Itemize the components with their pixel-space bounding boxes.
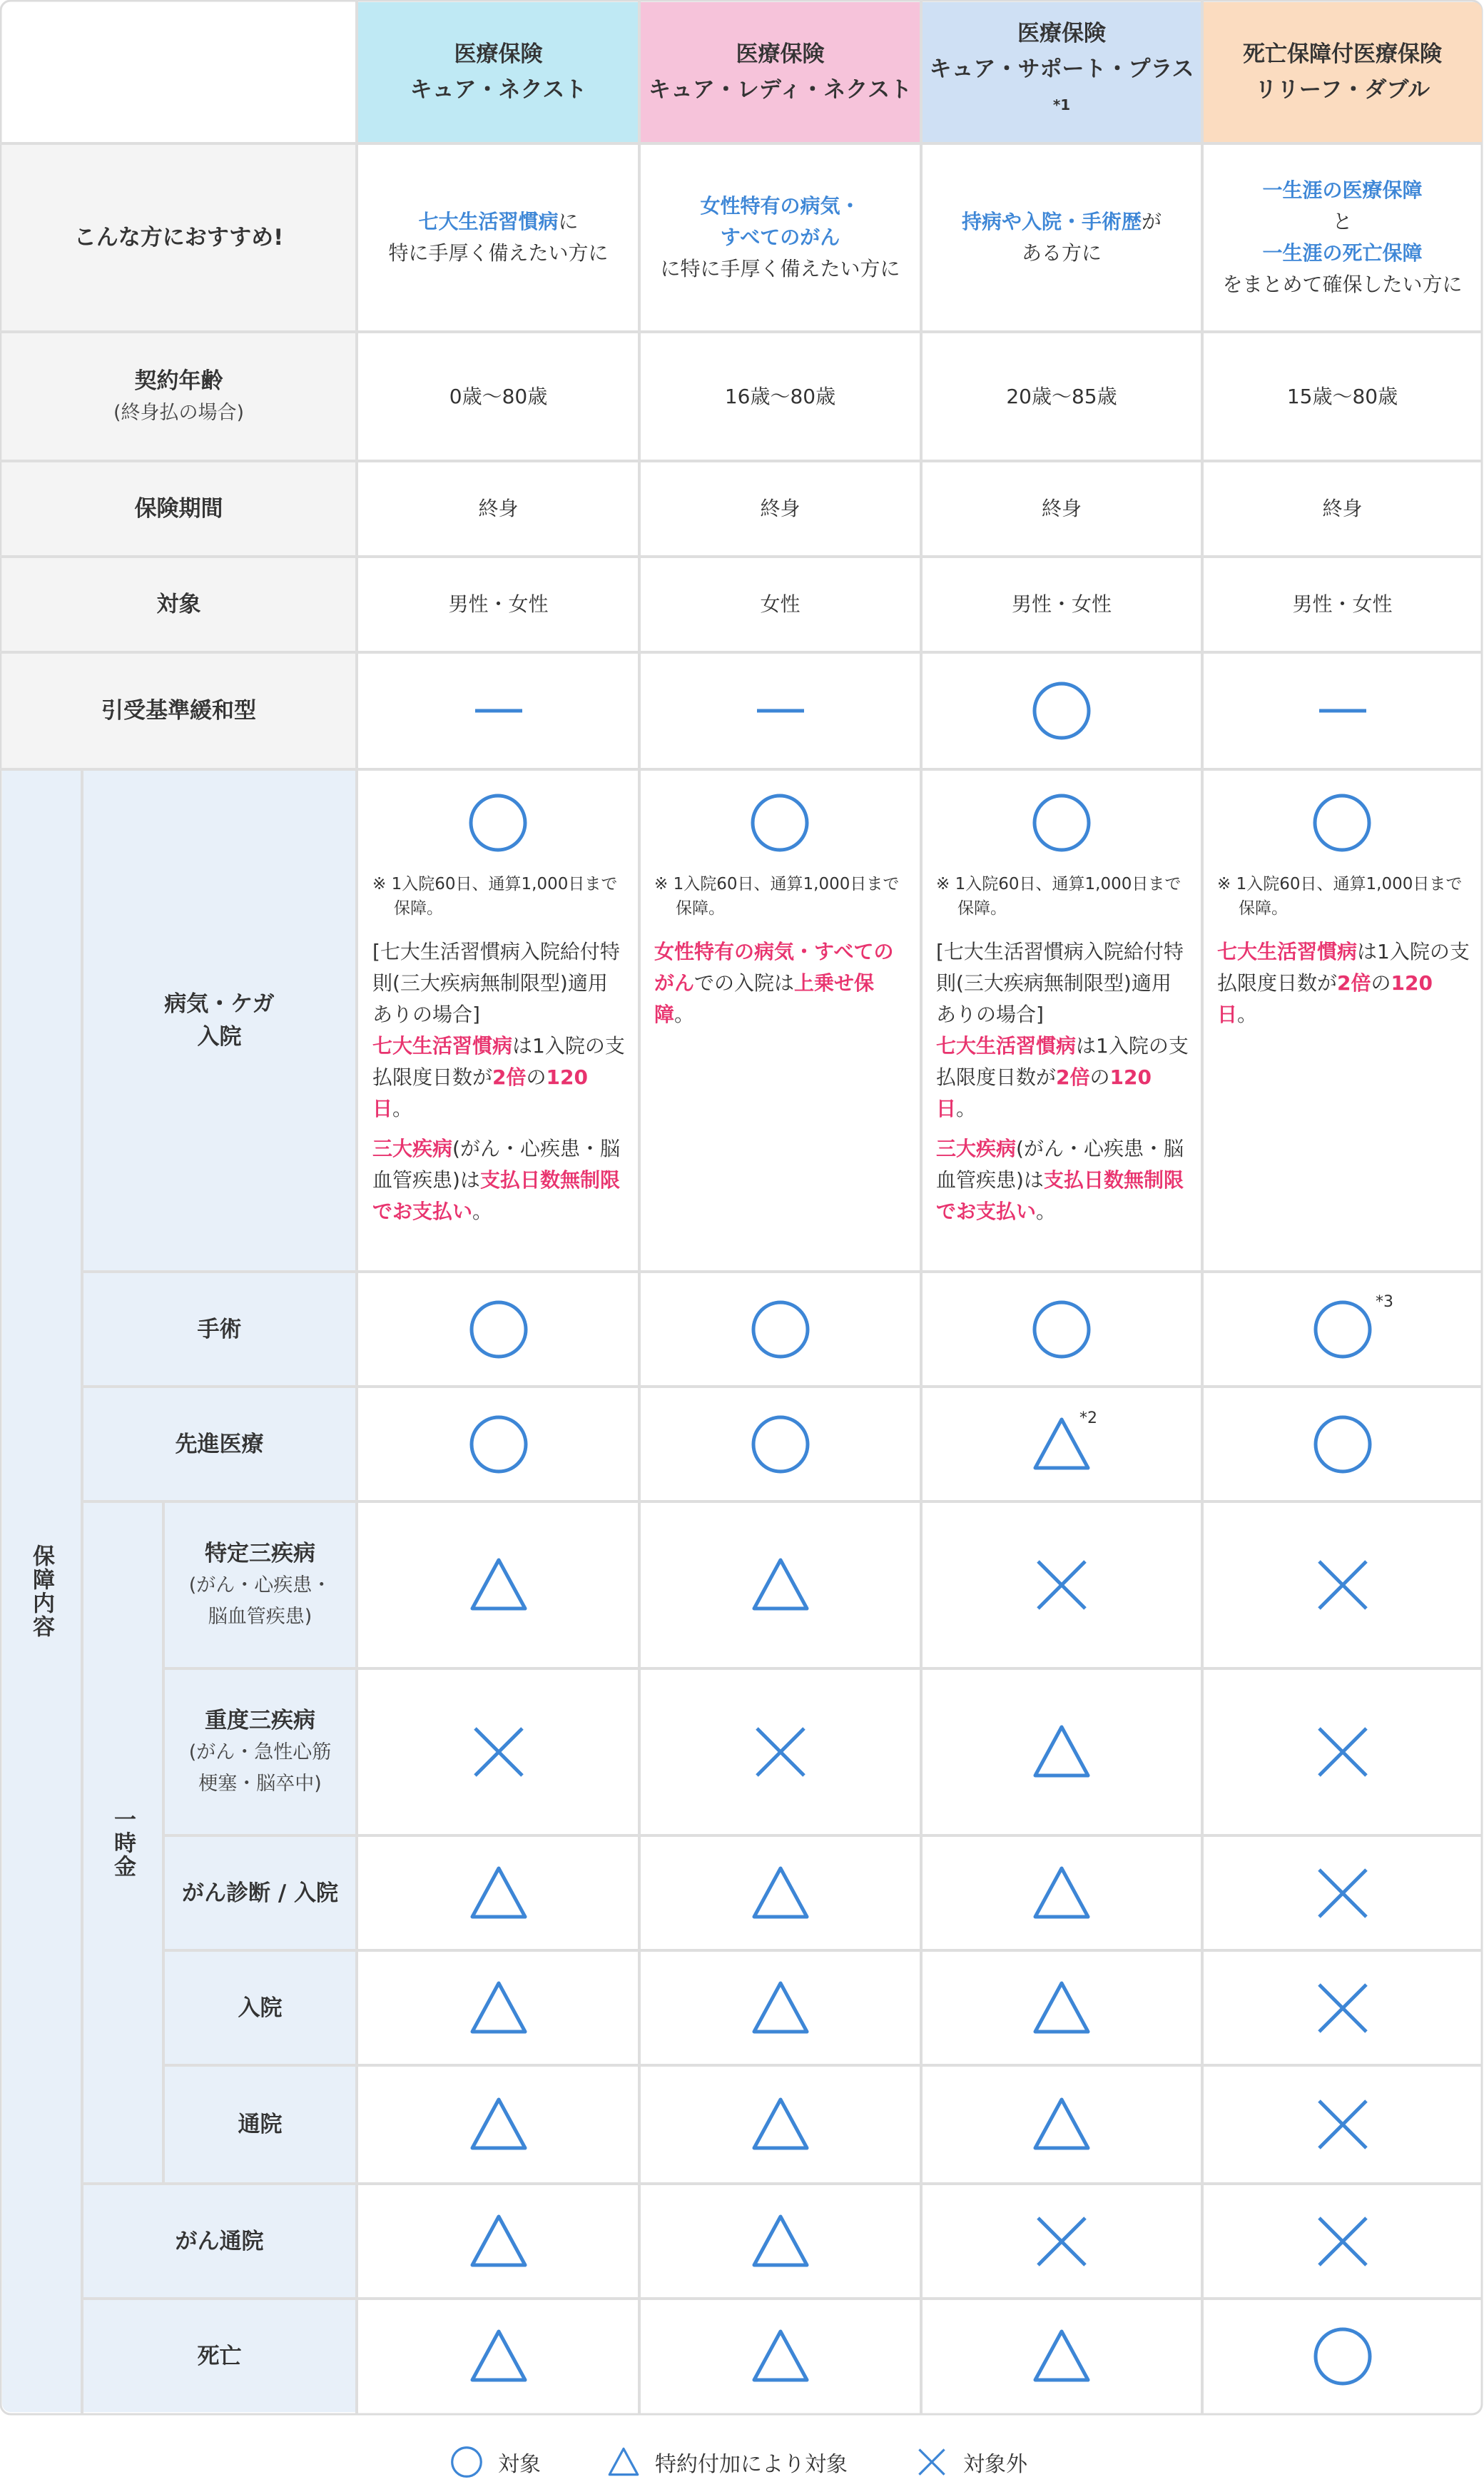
legend-triangle <box>606 2437 848 2487</box>
highlight-text: 七大生活習慣病 <box>936 1034 1077 1058</box>
header-cure-support-plus <box>922 2 1201 142</box>
surgery-cell <box>640 1273 920 1385</box>
recommend-cell <box>358 145 639 330</box>
value-text: 終身 <box>1322 497 1363 520</box>
hospital-detail <box>936 872 1189 1227</box>
circle-icon <box>748 791 812 855</box>
detail-paragraph <box>372 1030 626 1125</box>
cross-icon <box>1311 1861 1375 1925</box>
note-mark: ※ <box>1217 875 1231 893</box>
product-name: キュア・サポート・プラス <box>929 56 1194 82</box>
row-label-recommend <box>2 145 355 330</box>
death-cell <box>358 2300 639 2412</box>
severe3-cell <box>1203 1670 1482 1834</box>
text: の <box>1371 971 1391 995</box>
death-cell <box>1203 2300 1482 2412</box>
severe3-cell <box>358 1670 639 1834</box>
cross-icon <box>748 1720 813 1784</box>
triangle-icon <box>1030 2092 1094 2157</box>
footnote <box>654 872 908 921</box>
outpatient-cell <box>640 2067 920 2182</box>
hosp-lump-cell <box>358 1952 639 2064</box>
row-label-target <box>2 558 355 651</box>
detail-paragraph <box>936 1030 1189 1125</box>
text: (がん・心疾患・脳血管疾患)は <box>372 1137 620 1192</box>
row-label-sub: (がん・急性心筋 <box>188 1741 332 1763</box>
header-relief-double <box>1203 2 1482 142</box>
triangle-icon <box>1030 1861 1094 1925</box>
recommend-cell <box>1203 145 1482 330</box>
period-cell <box>922 462 1201 555</box>
highlight-text: 七大生活習慣病 <box>1217 940 1358 963</box>
triangle-icon <box>467 2092 531 2157</box>
row-label-relaxed <box>2 654 355 768</box>
highlight-text: 女性特有の病気・すべてのがん <box>654 940 894 995</box>
relaxed-cell <box>1203 654 1482 768</box>
legend-text: 対象 <box>498 2452 541 2477</box>
surgery-cell <box>1203 1273 1482 1385</box>
highlight-text: 120日 <box>936 1065 1152 1120</box>
target-cell <box>358 558 639 651</box>
row-label-text: 対象 <box>156 592 201 617</box>
circle-icon <box>748 1412 813 1477</box>
cancer-dx-cell <box>358 1837 639 1949</box>
specific3-cell <box>358 1503 639 1667</box>
text: と <box>1332 210 1353 233</box>
product-category: 医療保険 <box>736 41 825 67</box>
outpatient-cell <box>922 2067 1201 2182</box>
recommend-line: をまとめて確保したい方に <box>1222 273 1463 296</box>
legend-text: 特約付加により対象 <box>655 2452 848 2477</box>
circle-icon <box>748 1297 813 1362</box>
value-text: 0歳〜80歳 <box>449 384 548 408</box>
hospital-detail <box>1217 872 1470 1030</box>
highlight-text: 上乗せ保障 <box>654 971 875 1026</box>
highlight-text: 一生涯の死亡保障 <box>1262 241 1423 265</box>
value-text: 16歳〜80歳 <box>724 384 836 408</box>
cross-icon <box>467 1720 531 1784</box>
hospital-detail <box>372 872 626 1227</box>
severe3-cell <box>922 1670 1201 1834</box>
advanced-cell <box>640 1388 920 1500</box>
triangle-icon <box>1030 1720 1094 1784</box>
text: の <box>526 1065 547 1089</box>
detail-paragraph <box>936 1133 1189 1227</box>
header-cure-lady-next <box>640 2 920 142</box>
cross-icon <box>1311 2092 1375 2157</box>
triangle-icon <box>606 2445 641 2479</box>
outpatient-cell <box>358 2067 639 2182</box>
note-text: 1入院60日、通算1,000日まで保障。 <box>673 875 900 918</box>
severe3-cell <box>640 1670 920 1834</box>
text: 。 <box>1036 1200 1057 1223</box>
specific3-cell <box>640 1503 920 1667</box>
specific3-cell <box>1203 1503 1482 1667</box>
circle-icon <box>1311 2324 1375 2389</box>
cross-icon <box>1311 1720 1375 1784</box>
text: 。 <box>956 1097 977 1120</box>
legend-circle <box>449 2437 541 2487</box>
value-text: 20歳〜85歳 <box>1006 384 1117 408</box>
cancer-dx-cell <box>922 1837 1201 1949</box>
row-label-text: 契約年齢 <box>134 368 223 394</box>
row-label-sub: 梗塞・脳卒中) <box>198 1773 322 1795</box>
row-label-specific3 <box>165 1503 355 1667</box>
cancer-out-cell <box>1203 2185 1482 2297</box>
highlight-text: 女性特有の病気・ <box>700 194 860 218</box>
circle-icon <box>1030 1297 1094 1362</box>
surgery-cell <box>358 1273 639 1385</box>
circle-icon <box>1310 791 1374 855</box>
value-text: 15歳〜80歳 <box>1286 384 1398 408</box>
detail-paragraph <box>372 1133 626 1227</box>
row-label-text: 引受基準緩和型 <box>101 698 256 724</box>
dash-icon <box>467 679 531 743</box>
text: は1入院の支払限度日数が <box>936 1034 1189 1089</box>
text: の <box>1089 1065 1110 1089</box>
value-text: 終身 <box>1041 497 1082 520</box>
outpatient-cell <box>1203 2067 1482 2182</box>
circle-icon <box>467 1412 531 1477</box>
value-text: 終身 <box>478 497 519 520</box>
specific3-cell <box>922 1503 1201 1667</box>
header-blank <box>0 0 357 143</box>
text: は1入院の支払限度日数が <box>1217 940 1470 995</box>
row-label-text: がん診断 / 入院 <box>182 1880 338 1906</box>
row-label-surgery <box>83 1273 355 1385</box>
triangle-icon <box>467 2209 531 2274</box>
circle-icon <box>449 2445 484 2479</box>
detail-paragraph <box>1217 936 1470 1030</box>
row-label-age <box>2 333 355 460</box>
recommend-cell <box>922 145 1201 330</box>
row-label-text: 保険期間 <box>134 496 223 522</box>
hosp-lump-cell <box>640 1952 920 2064</box>
relaxed-cell <box>358 654 639 768</box>
age-cell <box>1203 333 1482 460</box>
highlight-text: 120日 <box>372 1065 588 1120</box>
cancer-out-cell <box>640 2185 920 2297</box>
row-label-cancer-outpatient <box>83 2185 355 2297</box>
footnote <box>1217 872 1470 921</box>
target-cell <box>922 558 1201 651</box>
product-name: キュア・レディ・ネクスト <box>648 77 913 103</box>
age-cell <box>640 333 920 460</box>
row-label-text: 病気・ケガ <box>164 991 275 1017</box>
row-label-cancer-diagnosis <box>165 1837 355 1949</box>
row-label-sub: 脳血管疾患) <box>208 1606 312 1628</box>
highlight-text: すべてのがん <box>720 226 840 249</box>
legend-text: 対象外 <box>963 2452 1027 2477</box>
text: 。 <box>674 1003 695 1026</box>
hosp-lump-cell <box>1203 1952 1482 2064</box>
value-text: 男性・女性 <box>448 592 549 616</box>
triangle-icon <box>748 1861 813 1925</box>
product-name-with-note <box>922 51 1201 128</box>
note-text: 1入院60日、通算1,000日まで保障。 <box>955 875 1181 918</box>
triangle-icon <box>467 1976 531 2040</box>
age-cell <box>358 333 639 460</box>
circle-icon <box>1030 679 1094 743</box>
row-label-sub: (がん・心疾患・ <box>188 1574 332 1596</box>
detail-paragraph: [七大生活習慣病入院給付特則(三大疾病無制限型)適用ありの場合] <box>372 940 620 1026</box>
section-label-text: 保障内容 <box>29 1544 54 1638</box>
triangle-icon <box>748 2209 813 2274</box>
triangle-icon <box>467 2324 531 2389</box>
cancer-dx-cell <box>640 1837 920 1949</box>
row-label-death <box>83 2300 355 2412</box>
recommend-cell <box>640 145 920 330</box>
row-label-hospital-lump <box>165 1952 355 2064</box>
note-text: 1入院60日、通算1,000日まで保障。 <box>1236 875 1463 918</box>
product-category: 医療保険 <box>1017 20 1106 46</box>
hospital-detail <box>654 872 908 1030</box>
recommend-line <box>962 206 1162 238</box>
highlight-text: 三大疾病 <box>372 1137 453 1160</box>
cross-icon <box>1311 1553 1375 1617</box>
triangle-icon <box>748 1976 813 2040</box>
header-cure-next <box>358 2 639 142</box>
note-text: 1入院60日、通算1,000日まで保障。 <box>391 875 618 918</box>
footnote-mark: *3 <box>1376 1293 1393 1311</box>
relaxed-cell <box>922 654 1201 768</box>
circle-icon <box>1311 1412 1375 1477</box>
value-text: 男性・女性 <box>1292 592 1393 616</box>
product-category: 死亡保障付医療保険 <box>1243 41 1442 67</box>
text: に <box>558 210 579 233</box>
footnote <box>936 872 1189 921</box>
highlight-text: 七大生活習慣病 <box>372 1034 513 1058</box>
note-mark: ※ <box>372 875 387 893</box>
highlight-text: 2倍 <box>1337 971 1371 995</box>
highlight-text: 支払日数無制限でお支払い <box>372 1168 620 1223</box>
value-text: 男性・女性 <box>1011 592 1112 616</box>
recommend-line: に特に手厚く備えたい方に <box>660 257 900 280</box>
product-category: 医療保険 <box>454 41 543 67</box>
row-label-period <box>2 462 355 555</box>
value-text: 女性 <box>760 592 801 616</box>
footnote <box>372 872 626 921</box>
highlight-text: 2倍 <box>492 1065 527 1089</box>
highlight-text: 三大疾病 <box>936 1137 1017 1160</box>
row-label-text: 手術 <box>197 1316 242 1342</box>
text: 。 <box>392 1097 413 1120</box>
circle-icon <box>1311 1297 1375 1362</box>
text: (がん・心疾患・脳血管疾患)は <box>936 1137 1184 1192</box>
cross-icon <box>1311 1976 1375 2040</box>
row-label-text: 入院 <box>197 1024 242 1050</box>
note-mark: ※ <box>936 875 950 893</box>
death-cell <box>640 2300 920 2412</box>
row-label-text: こんな方におすすめ! <box>73 225 284 250</box>
cross-icon <box>1030 2209 1094 2274</box>
circle-icon <box>467 1297 531 1362</box>
advanced-cell <box>1203 1388 1482 1500</box>
highlight-text: 120日 <box>1217 971 1433 1026</box>
row-label-text: がん通院 <box>175 2228 264 2254</box>
target-cell <box>1203 558 1482 651</box>
dash-icon <box>748 679 813 743</box>
group-label-lump-sum <box>83 1503 162 2182</box>
triangle-icon <box>467 1553 531 1617</box>
row-label-text: 死亡 <box>197 2343 242 2369</box>
cancer-dx-cell <box>1203 1837 1482 1949</box>
text: が <box>1142 210 1162 233</box>
product-name: キュア・ネクスト <box>410 77 587 103</box>
value-text: 終身 <box>760 497 801 520</box>
advanced-cell <box>358 1388 639 1500</box>
period-cell <box>640 462 920 555</box>
cancer-out-cell <box>922 2185 1201 2297</box>
row-label-advanced <box>83 1388 355 1500</box>
row-label-hospital <box>83 771 355 1270</box>
triangle-icon <box>748 1553 813 1617</box>
triangle-icon <box>1030 2324 1094 2389</box>
circle-icon <box>466 791 530 855</box>
hosp-lump-cell <box>922 1952 1201 2064</box>
highlight-text: 一生涯の医療保障 <box>1262 178 1423 202</box>
period-cell <box>1203 462 1482 555</box>
detail-paragraph <box>654 936 908 1030</box>
footnote-mark: *2 <box>1079 1409 1097 1427</box>
footnote-mark: *1 <box>1052 96 1071 113</box>
text: での入院は <box>694 971 795 995</box>
cross-icon <box>1311 2209 1375 2274</box>
dash-icon <box>1311 679 1375 743</box>
cross-icon <box>915 2445 949 2479</box>
death-cell <box>922 2300 1201 2412</box>
product-name: リリーフ・ダブル <box>1254 77 1430 103</box>
row-label-sub: (終身払の場合) <box>113 401 245 424</box>
surgery-cell <box>922 1273 1201 1385</box>
target-cell <box>640 558 920 651</box>
detail-paragraph: [七大生活習慣病入院給付特則(三大疾病無制限型)適用ありの場合] <box>936 940 1184 1026</box>
cross-icon <box>1030 1553 1094 1617</box>
text: 。 <box>1237 1003 1258 1026</box>
triangle-icon <box>748 2092 813 2157</box>
legend-cross <box>915 2437 1027 2487</box>
recommend-line: 特に手厚く備えたい方に <box>388 241 609 265</box>
highlight-text: 七大生活習慣病 <box>418 210 559 233</box>
text: 。 <box>472 1200 493 1223</box>
note-mark: ※ <box>654 875 669 893</box>
circle-icon <box>1030 791 1094 855</box>
row-label-text: 特定三疾病 <box>205 1541 315 1566</box>
row-label-severe3 <box>165 1670 355 1834</box>
highlight-text: 2倍 <box>1056 1065 1090 1089</box>
triangle-icon <box>467 1861 531 1925</box>
recommend-line: ある方に <box>1021 241 1102 265</box>
highlight-text: 持病や入院・手術歴 <box>961 210 1142 233</box>
relaxed-cell <box>640 654 920 768</box>
period-cell <box>358 462 639 555</box>
recommend-line <box>418 206 578 238</box>
row-label-text: 通院 <box>238 2112 283 2137</box>
age-cell <box>922 333 1201 460</box>
advanced-cell <box>922 1388 1201 1500</box>
group-label-text: 一時金 <box>110 1807 136 1878</box>
highlight-text: 支払日数無制限でお支払い <box>936 1168 1184 1223</box>
row-label-text: 重度三疾病 <box>205 1708 315 1733</box>
text: は1入院の支払限度日数が <box>372 1034 625 1089</box>
row-label-outpatient <box>165 2067 355 2182</box>
triangle-icon <box>748 2324 813 2389</box>
section-label-coverage <box>2 771 81 2412</box>
row-label-text: 先進医療 <box>175 1431 264 1457</box>
cancer-out-cell <box>358 2185 639 2297</box>
triangle-icon <box>1030 1976 1094 2040</box>
row-label-text: 入院 <box>238 1995 283 2021</box>
